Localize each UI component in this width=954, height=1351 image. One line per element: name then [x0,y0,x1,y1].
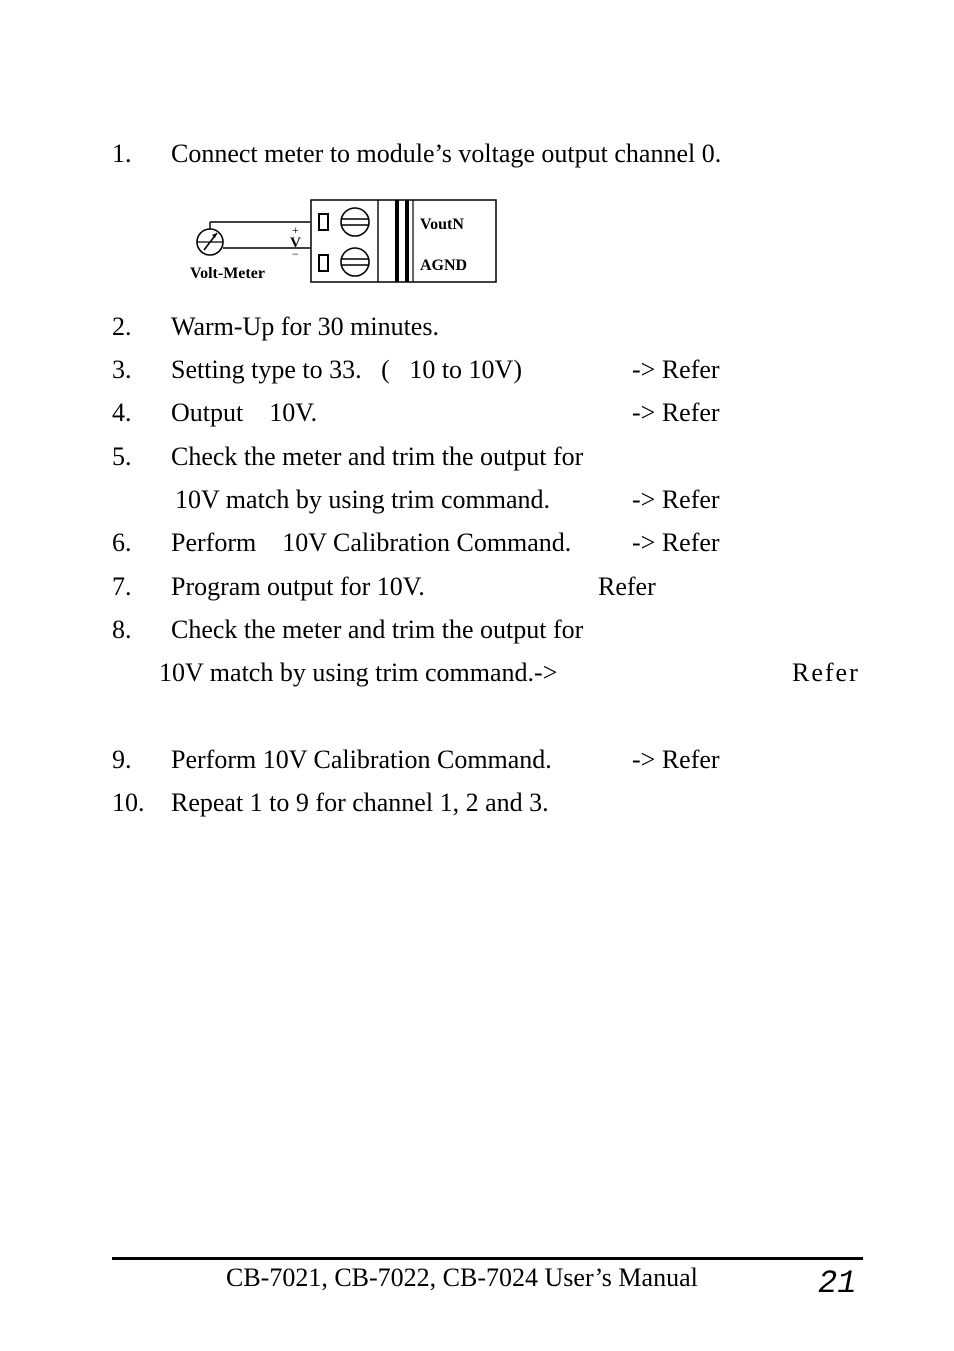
step-7-text: Program output for 10V. [171,572,425,601]
screw-bottom-icon [341,248,369,276]
step-4-refer: -> Refer [632,398,720,427]
step-2-text: Warm-Up for 30 minutes. [171,312,439,341]
page-number: 21 [818,1265,857,1302]
step-3-number: 3. [112,355,132,384]
step-7-number: 7. [112,572,132,601]
step-8-number: 8. [112,615,132,644]
step-5-text-continued: 10V match by using trim command. [175,485,551,514]
step-6-number: 6. [112,528,132,557]
step-9-number: 9. [112,745,132,774]
step-3-refer: -> Refer [632,355,720,384]
footer-manual-title: CB-7021, CB-7022, CB-7024 User’s Manual [226,1263,698,1292]
step-8-refer: Refer [792,658,860,687]
step-7-refer: Refer [598,572,656,601]
step-2-number: 2. [112,312,132,341]
step-5-refer: -> Refer [632,485,720,514]
volt-meter-wiring-diagram [188,196,500,286]
step-4-text: Output 10V. [171,398,318,427]
step-10-text: Repeat 1 to 9 for channel 1, 2 and 3. [171,788,549,817]
terminal-block [311,200,496,282]
footer-rule [112,1257,863,1260]
step-8-text-continued: 10V match by using trim command.-> [159,658,558,687]
minus-sign: − [292,247,299,261]
step-1-text: Connect meter to module’s voltage output channel 0. [171,139,722,168]
step-5-number: 5. [112,442,132,471]
plus-sign: + [292,223,299,237]
step-9-text: Perform 10V Calibration Command. [171,745,552,774]
terminal-label-voutn: VoutN [420,216,464,233]
step-6-text: Perform 10V Calibration Command. [171,528,572,557]
volt-meter-label: Volt-Meter [190,265,265,282]
step-10-number: 10. [112,788,145,817]
step-3-text: Setting type to 33. ( 10 to 10V) [171,355,522,384]
step-8-text: Check the meter and trim the output for [171,615,584,644]
step-6-refer: -> Refer [632,528,720,557]
step-5-text: Check the meter and trim the output for [171,442,584,471]
volt-meter-icon [197,229,223,255]
volt-symbol: V [290,235,301,251]
screw-top-icon [341,208,369,236]
step-1-number: 1. [112,139,132,168]
step-4-number: 4. [112,398,132,427]
terminal-label-agnd: AGND [420,257,468,274]
step-9-refer: -> Refer [632,745,720,774]
